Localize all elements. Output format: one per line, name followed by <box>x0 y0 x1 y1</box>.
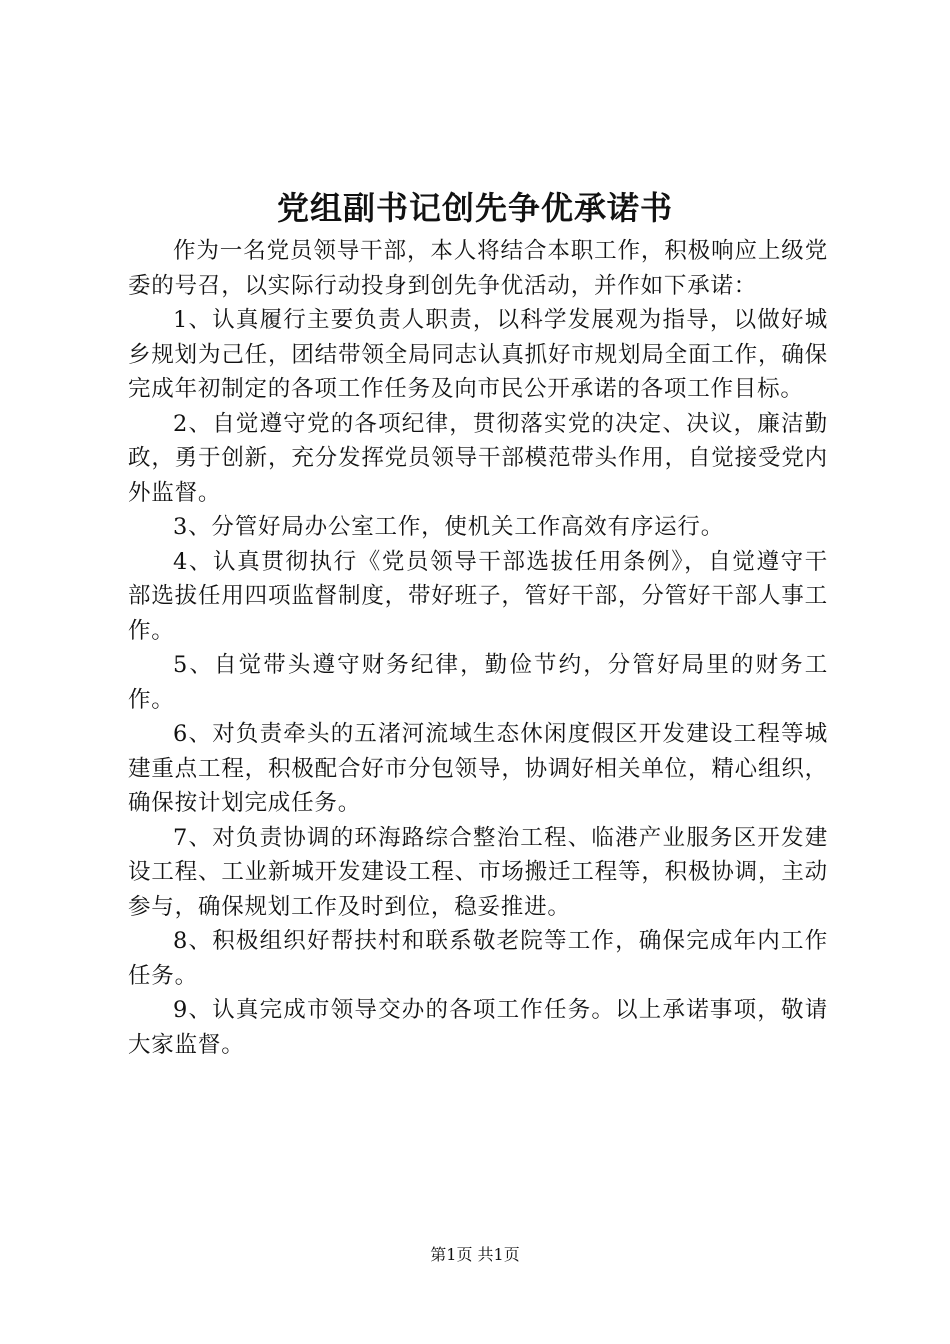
paragraph-item-4: 4、认真贯彻执行《党员领导干部选拔任用条例》，自觉遵守干部选拔任用四项监督制度，带好班子，管好干部，分管好干部人事工作。 <box>128 548 828 644</box>
document-title: 党组副书记创先争优承诺书 <box>276 189 673 227</box>
paragraph-item-9: 9、认真完成市领导交办的各项工作任务。以上承诺事项，敬请大家监督。 <box>128 997 828 1058</box>
paragraph-item-6: 6、对负责牵头的五渚河流域生态休闲度假区开发建设工程等城建重点工程，积极配合好市分包领导，协调好相关单位，精心组织，确保按计划完成任务。 <box>128 721 828 816</box>
paragraph-intro: 作为一名党员领导干部，本人将结合本职工作，积极响应上级党委的号召，以实际行动投身到创先争优活动，并作如下承诺： <box>128 238 828 299</box>
paragraph-item-3: 3、分管好局办公室工作，使机关工作高效有序运行。 <box>173 514 725 540</box>
paragraph-item-2: 2、自觉遵守党的各项纪律，贯彻落实党的决定、决议，廉洁勤政，勇于创新，充分发挥党员领导干部模范带头作用，自觉接受党内外监督。 <box>128 410 828 506</box>
paragraph-item-8: 8、积极组织好帮扶村和联系敬老院等工作，确保完成年内工作任务。 <box>128 928 828 989</box>
paragraph-item-5: 5、自觉带头遵守财务纪律，勤俭节约，分管好局里的财务工作。 <box>128 652 828 713</box>
paragraph-item-1: 1、认真履行主要负责人职责，以科学发展观为指导，以做好城乡规划为己任，团结带领全局同志认真抓好市规划局全面工作，确保完成年初制定的各项工作任务及向市民公开承诺的各项工作目标。 <box>128 307 828 402</box>
page-footer: 第1页 共1页 <box>430 1245 520 1264</box>
document-body <box>128 234 828 1062</box>
paragraph-item-7: 7、对负责协调的环海路综合整治工程、临港产业服务区开发建设工程、工业新城开发建设工程、市场搬迁工程等，积极协调，主动参与，确保规划工作及时到位，稳妥推进。 <box>128 824 828 920</box>
